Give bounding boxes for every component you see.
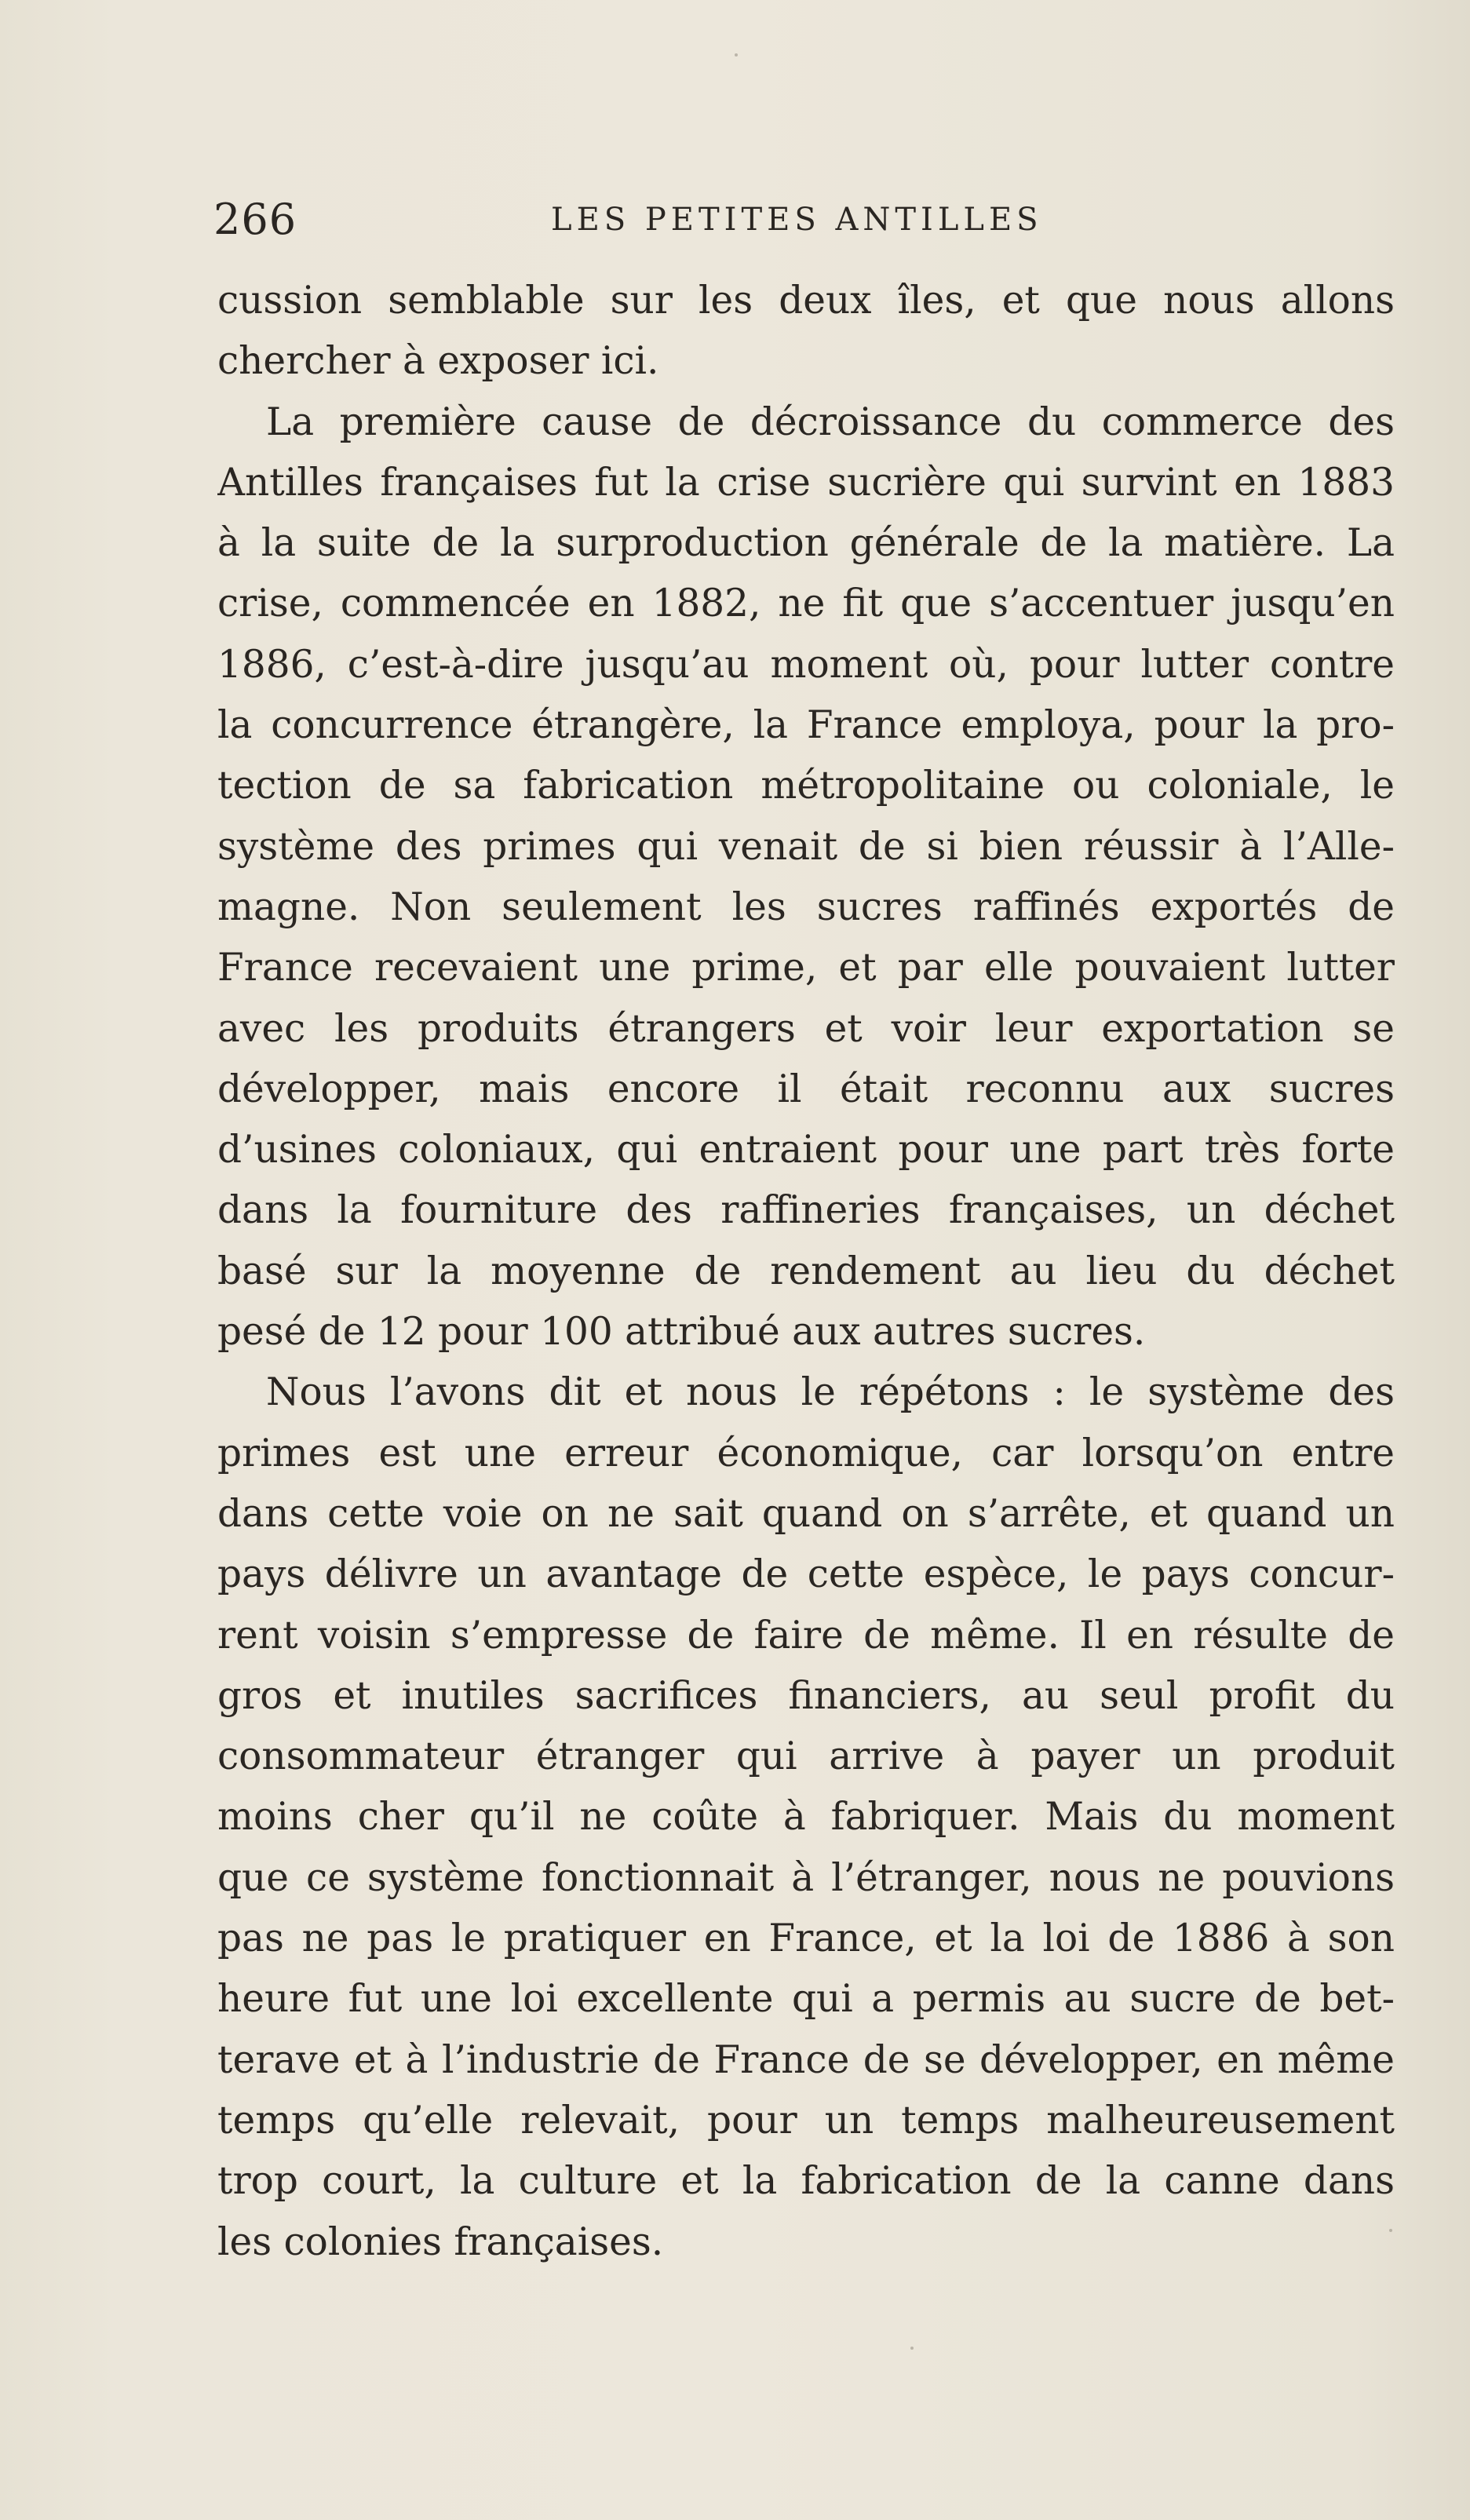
text-line: pas ne pas le pratiquer en France, et la loi de 1886 à son [217, 1916, 1395, 1961]
paper-speck [735, 53, 738, 57]
text-line: magne. Non seulement les sucres raffinés exportés de [217, 884, 1395, 929]
text-line: chercher à exposer ici. [217, 339, 659, 384]
text-line: heure fut une loi excellente qui a permis au sucre de bet- [217, 1977, 1395, 2022]
text-line: trop court, la culture et la fabrication de la canne dans [217, 2159, 1395, 2204]
text-line: Antilles françaises fut la crise sucrière qui survint en 1883 [217, 460, 1395, 505]
text-line: crise, commencée en 1882, ne fit que s’accentuer jusqu’en [217, 582, 1395, 626]
text-line: Nous l’avons dit et nous le répétons : le système des [266, 1370, 1395, 1415]
text-line: développer, mais encore il était reconnu aux sucres [217, 1067, 1395, 1111]
text-line: gros et inutiles sacrifices financiers, au seul profit du [217, 1673, 1395, 1718]
text-line: à la suite de la surproduction générale de la matière. La [217, 521, 1395, 566]
text-line: primes est une erreur économique, car lorsqu’on entre [217, 1431, 1395, 1475]
body-text [217, 271, 1395, 2273]
text-line: La première cause de décroissance du commerce des [266, 399, 1395, 444]
text-line: dans la fourniture des raffineries françaises, un déchet [217, 1188, 1395, 1233]
text-line: d’usines coloniaux, qui entraient pour une part très forte [217, 1128, 1395, 1172]
text-line: dans cette voie on ne sait quand on s’arrête, et quand un [217, 1491, 1395, 1536]
text-line: que ce système fonctionnait à l’étranger, nous ne pouvions [217, 1855, 1395, 1900]
paper-speck [910, 2347, 914, 2350]
text-line: cussion semblable sur les deux îles, et que nous allons [217, 279, 1395, 323]
paper-speck [1389, 2229, 1392, 2232]
text-line: moins cher qu’il ne coûte à fabriquer. Mais du moment [217, 1795, 1395, 1840]
text-line: système des primes qui venait de si bien réussir à l’Alle- [217, 824, 1395, 869]
text-line: basé sur la moyenne de rendement au lieu du déchet [217, 1249, 1395, 1293]
text-line: pays délivre un avantage de cette espèce, le pays concur- [217, 1552, 1395, 1597]
text-line: avec les produits étrangers et voir leur exportation se [217, 1006, 1395, 1051]
text-line: rent voisin s’empresse de faire de même. Il en résulte de [217, 1613, 1395, 1658]
text-line: 1886, c’est-à-dire jusqu’au moment où, pour lutter contre [217, 642, 1395, 687]
text-line: les colonies françaises. [217, 2219, 664, 2264]
page-number: 266 [213, 195, 297, 244]
text-line: tection de sa fabrication métropolitaine ou coloniale, le [217, 764, 1395, 808]
text-line: pesé de 12 pour 100 attribué aux autres sucres. [217, 1310, 1146, 1355]
text-line: terave et à l’industrie de France de se développer, en même [217, 2037, 1395, 2082]
text-line: la concurrence étrangère, la France employa, pour la pro- [217, 703, 1395, 748]
text-line: temps qu’elle relevait, pour un temps malheureusement [217, 2098, 1395, 2143]
page-header [213, 192, 1391, 247]
text-line: consommateur étranger qui arrive à payer un produit [217, 1734, 1395, 1779]
text-line: France recevaient une prime, et par elle pouvaient lutter [217, 946, 1395, 990]
running-title: LES PETITES ANTILLES [551, 202, 1043, 238]
